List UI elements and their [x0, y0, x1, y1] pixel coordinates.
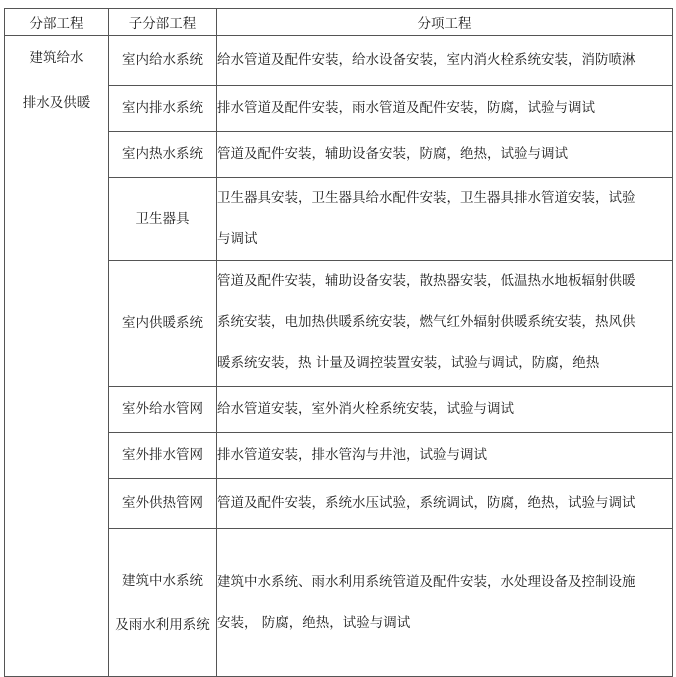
subdivision-table	[4, 8, 673, 677]
table-row	[5, 36, 673, 86]
division-line: 排水及供暖	[22, 95, 91, 111]
header-subdivision: 子分部工程	[109, 9, 217, 36]
header-division: 分部工程	[5, 9, 109, 36]
subdivision-cell: 卫生器具	[109, 178, 217, 261]
items-cell: 排水管道安装，排水管沟与井池，试验与调试	[217, 433, 673, 479]
subdivision-cell: 建筑中水系统 及雨水利用系统	[109, 529, 217, 677]
division-line: 建筑给水	[29, 50, 84, 66]
items-cell: 管道及配件安装，辅助设备安装，防腐，绝热，试验与调试	[217, 132, 673, 178]
division-cell	[5, 36, 109, 677]
items-cell: 卫生器具安装，卫生器具给水配件安装，卫生器具排水管道安装，试验 与调试	[217, 178, 673, 261]
subdivision-cell: 室外排水管网	[109, 433, 217, 479]
items-cell: 给水管道及配件安装，给水设备安装，室内消火栓系统安装，消防喷淋	[217, 36, 673, 86]
subdivision-cell: 室内给水系统	[109, 36, 217, 86]
subdivision-cell: 室内排水系统	[109, 86, 217, 132]
header-row	[5, 9, 673, 36]
subdivision-cell: 室内热水系统	[109, 132, 217, 178]
items-cell: 排水管道及配件安装，雨水管道及配件安装，防腐，试验与调试	[217, 86, 673, 132]
items-cell: 管道及配件安装，系统水压试验，系统调试，防腐，绝热，试验与调试	[217, 479, 673, 529]
subdivision-cell: 室内供暖系统	[109, 261, 217, 387]
subdivision-cell: 室外给水管网	[109, 387, 217, 433]
subdivision-cell: 室外供热管网	[109, 479, 217, 529]
items-cell: 建筑中水系统、雨水利用系统管道及配件安装，水处理设备及控制设施 安装， 防腐，绝热，试验与调试	[217, 529, 673, 677]
items-cell: 给水管道安装，室外消火栓系统安装，试验与调试	[217, 387, 673, 433]
items-cell: 管道及配件安装，辅助设备安装，散热器安装，低温热水地板辐射供暖 系统安装，电加热供暖系统安装，燃气红外辐射供暖系统安装，热风供 暖系统安装，热 计量及调控装置安装，试验与调试，防腐，绝热	[217, 261, 673, 387]
header-items: 分项工程	[217, 9, 673, 36]
